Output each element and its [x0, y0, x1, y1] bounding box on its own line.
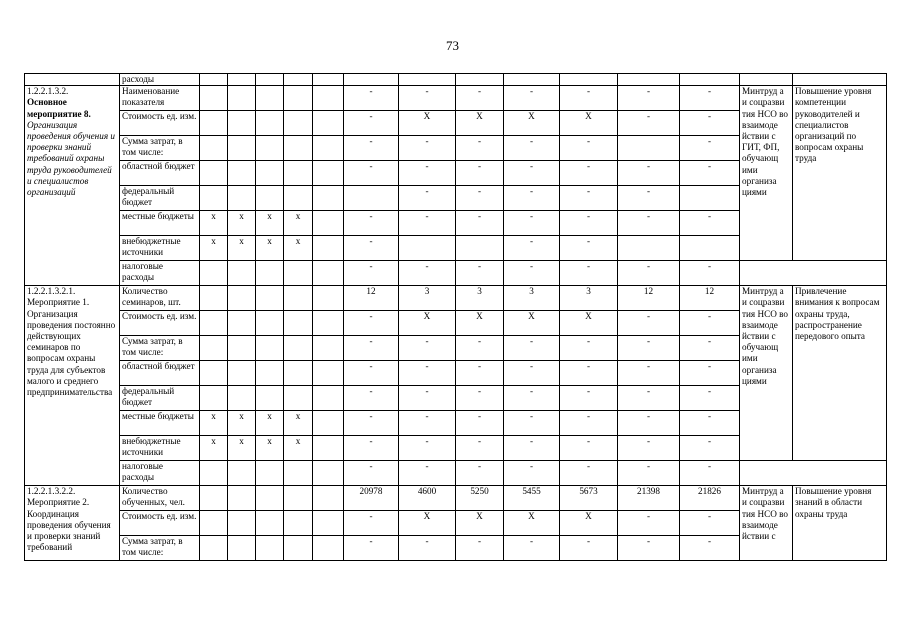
mark-cell — [256, 461, 284, 486]
value-cell: - — [504, 361, 560, 386]
mark-cell — [200, 511, 228, 536]
empty-cell — [313, 336, 344, 361]
value-cell: - — [504, 86, 560, 111]
value-cell: - — [399, 261, 456, 286]
mark-cell — [256, 161, 284, 186]
value-cell: - — [618, 336, 680, 361]
value-cell: 4600 — [399, 486, 456, 511]
value-cell: X — [504, 111, 560, 136]
mark-cell: x — [256, 436, 284, 461]
indicator-label: Сумма затрат, в том числе: — [120, 336, 200, 361]
empty-cell — [740, 74, 793, 86]
mark-cell — [284, 386, 313, 411]
mark-cell: x — [228, 211, 256, 236]
value-cell: X — [504, 511, 560, 536]
value-cell: - — [560, 436, 618, 461]
value-cell: - — [560, 411, 618, 436]
value-cell — [456, 236, 504, 261]
value-cell: - — [344, 536, 399, 561]
value-cell: 5250 — [456, 486, 504, 511]
indicator-label: Количество обученных, чел. — [120, 486, 200, 511]
value-cell — [618, 236, 680, 261]
empty-cell — [313, 361, 344, 386]
empty-cell — [313, 311, 344, 336]
value-cell: - — [344, 511, 399, 536]
empty-cell — [313, 111, 344, 136]
section-code: 1.2.2.1.3.2.2. — [27, 486, 76, 497]
value-cell: - — [399, 386, 456, 411]
mark-cell — [256, 86, 284, 111]
value-cell: - — [504, 386, 560, 411]
mark-cell: x — [284, 236, 313, 261]
value-cell: - — [344, 86, 399, 111]
value-cell: - — [456, 211, 504, 236]
value-cell: - — [399, 536, 456, 561]
mark-cell — [256, 311, 284, 336]
empty-cell — [228, 74, 256, 86]
value-cell: - — [456, 261, 504, 286]
value-cell: - — [456, 86, 504, 111]
value-cell: - — [456, 361, 504, 386]
section-cell-empty — [25, 74, 120, 86]
mark-cell: x — [284, 211, 313, 236]
mark-cell — [284, 111, 313, 136]
mark-cell — [228, 136, 256, 161]
value-cell — [344, 186, 399, 211]
value-cell: - — [456, 386, 504, 411]
indicator-label: областной бюджет — [120, 361, 200, 386]
value-cell: - — [344, 236, 399, 261]
executor-cell: Минтруд а и соцразви тия НСО во взаимоде йствии с — [740, 486, 793, 561]
value-cell: - — [504, 136, 560, 161]
value-cell: - — [618, 461, 680, 486]
result-cell: Повышение уровня знаний в области охраны труда — [793, 486, 887, 561]
value-cell: 12 — [344, 286, 399, 311]
mark-cell — [256, 136, 284, 161]
mark-cell — [200, 186, 228, 211]
empty-cell — [313, 511, 344, 536]
result-cell: Повышение уровня компетенции руководителей и специалистов организаций по вопросам охраны труда — [793, 86, 887, 261]
section-title-cell — [25, 86, 120, 286]
value-cell: - — [504, 236, 560, 261]
value-cell: - — [680, 136, 740, 161]
value-cell: - — [399, 186, 456, 211]
value-cell: - — [560, 236, 618, 261]
empty-cell — [560, 74, 618, 86]
value-cell: - — [618, 411, 680, 436]
indicator-label: федеральный бюджет — [120, 386, 200, 411]
mark-cell — [284, 136, 313, 161]
empty-cell — [680, 74, 740, 86]
value-cell: - — [680, 436, 740, 461]
value-cell: - — [456, 336, 504, 361]
value-cell: - — [560, 336, 618, 361]
value-cell: X — [560, 311, 618, 336]
value-cell: - — [399, 136, 456, 161]
value-cell: - — [680, 161, 740, 186]
executor-cell: Минтруд а и соцразви тия НСО во взаимоде йствии с обучающ ими организа циями — [740, 286, 793, 461]
mark-cell — [200, 536, 228, 561]
value-cell: - — [560, 361, 618, 386]
value-cell: - — [618, 311, 680, 336]
empty-cell — [313, 386, 344, 411]
value-cell: 5673 — [560, 486, 618, 511]
value-cell: - — [504, 411, 560, 436]
value-cell: - — [680, 461, 740, 486]
value-cell: - — [344, 361, 399, 386]
value-cell: X — [560, 511, 618, 536]
indicator-label: Стоимость ед. изм. — [120, 511, 200, 536]
value-cell: - — [399, 361, 456, 386]
value-cell — [680, 236, 740, 261]
mark-cell: x — [200, 211, 228, 236]
value-cell: 12 — [680, 286, 740, 311]
value-cell: 21398 — [618, 486, 680, 511]
value-cell: - — [504, 436, 560, 461]
empty-cell — [313, 74, 344, 86]
value-cell: - — [560, 186, 618, 211]
value-cell: - — [344, 436, 399, 461]
mark-cell — [256, 486, 284, 511]
value-cell: - — [344, 386, 399, 411]
mark-cell: x — [228, 411, 256, 436]
value-cell: - — [618, 361, 680, 386]
indicator-label: местные бюджеты — [120, 411, 200, 436]
mark-cell — [284, 261, 313, 286]
value-cell: - — [399, 211, 456, 236]
value-cell: X — [504, 311, 560, 336]
mark-cell — [256, 336, 284, 361]
value-cell: - — [344, 336, 399, 361]
value-cell: - — [399, 411, 456, 436]
mark-cell — [200, 261, 228, 286]
value-cell: - — [680, 336, 740, 361]
empty-cell — [313, 461, 344, 486]
empty-cell — [313, 486, 344, 511]
mark-cell: x — [284, 411, 313, 436]
value-cell: - — [344, 261, 399, 286]
value-cell: - — [680, 311, 740, 336]
mark-cell — [284, 311, 313, 336]
mark-cell — [284, 536, 313, 561]
mark-cell — [200, 136, 228, 161]
page-number: 73 — [446, 38, 459, 53]
mark-cell — [200, 361, 228, 386]
value-cell: - — [456, 536, 504, 561]
mark-cell: x — [256, 236, 284, 261]
value-cell: 5455 — [504, 486, 560, 511]
mark-cell: x — [284, 436, 313, 461]
value-cell: - — [504, 261, 560, 286]
value-cell: - — [618, 86, 680, 111]
value-cell: - — [504, 536, 560, 561]
value-cell: - — [560, 261, 618, 286]
indicator-label: федеральный бюджет — [120, 186, 200, 211]
mark-cell: x — [200, 411, 228, 436]
table-row — [25, 286, 887, 311]
value-cell: X — [456, 111, 504, 136]
value-cell: 21826 — [680, 486, 740, 511]
mark-cell — [284, 461, 313, 486]
value-cell: 3 — [399, 286, 456, 311]
mark-cell — [228, 286, 256, 311]
mark-cell — [228, 511, 256, 536]
table-row — [25, 261, 887, 286]
empty-cell — [344, 74, 399, 86]
value-cell: X — [560, 111, 618, 136]
value-cell: - — [504, 211, 560, 236]
value-cell: X — [399, 511, 456, 536]
measures-table-body — [25, 74, 887, 561]
mark-cell — [200, 286, 228, 311]
mark-cell — [228, 111, 256, 136]
mark-cell — [200, 311, 228, 336]
mark-cell — [284, 86, 313, 111]
value-cell: - — [618, 111, 680, 136]
empty-cell — [313, 436, 344, 461]
value-cell: - — [680, 86, 740, 111]
indicator-label: Количество семинаров, шт. — [120, 286, 200, 311]
empty-cell — [740, 461, 887, 486]
mark-cell — [200, 161, 228, 186]
section-title-cell — [25, 486, 120, 561]
mark-cell — [228, 336, 256, 361]
value-cell: - — [504, 161, 560, 186]
indicator-label: расходы — [120, 74, 200, 86]
mark-cell — [256, 386, 284, 411]
mark-cell — [256, 111, 284, 136]
mark-cell — [228, 386, 256, 411]
value-cell: - — [560, 161, 618, 186]
empty-cell — [740, 261, 887, 286]
empty-cell — [313, 186, 344, 211]
empty-cell — [399, 74, 456, 86]
value-cell: - — [618, 386, 680, 411]
value-cell — [618, 136, 680, 161]
value-cell: - — [456, 186, 504, 211]
mark-cell: x — [228, 436, 256, 461]
mark-cell — [200, 386, 228, 411]
value-cell: - — [344, 311, 399, 336]
mark-cell — [284, 361, 313, 386]
mark-cell — [200, 111, 228, 136]
mark-cell — [228, 261, 256, 286]
value-cell: - — [618, 211, 680, 236]
mark-cell — [284, 186, 313, 211]
indicator-label: налоговые расходы — [120, 461, 200, 486]
empty-cell — [793, 74, 887, 86]
mark-cell — [284, 161, 313, 186]
value-cell: - — [618, 161, 680, 186]
mark-cell — [200, 86, 228, 111]
mark-cell — [228, 186, 256, 211]
section-title-bold: Основное мероприятие 8. — [27, 97, 91, 119]
empty-cell — [313, 236, 344, 261]
empty-cell — [456, 74, 504, 86]
value-cell: - — [399, 336, 456, 361]
value-cell: - — [344, 461, 399, 486]
value-cell: 12 — [618, 286, 680, 311]
empty-cell — [313, 286, 344, 311]
value-cell: - — [399, 86, 456, 111]
empty-cell — [313, 136, 344, 161]
value-cell: - — [618, 186, 680, 211]
indicator-label: Наименование показателя — [120, 86, 200, 111]
mark-cell — [200, 461, 228, 486]
value-cell: - — [618, 536, 680, 561]
value-cell: - — [618, 261, 680, 286]
indicator-label: областной бюджет — [120, 161, 200, 186]
value-cell: - — [680, 361, 740, 386]
mark-cell — [228, 361, 256, 386]
mark-cell — [228, 311, 256, 336]
empty-cell — [200, 74, 228, 86]
value-cell: - — [680, 511, 740, 536]
value-cell: - — [680, 211, 740, 236]
mark-cell — [284, 336, 313, 361]
indicator-label: Сумма затрат, в том числе: — [120, 536, 200, 561]
value-cell: X — [456, 511, 504, 536]
value-cell — [680, 186, 740, 211]
section-title-cell — [25, 286, 120, 486]
value-cell: 3 — [504, 286, 560, 311]
value-cell: - — [560, 461, 618, 486]
value-cell: - — [560, 536, 618, 561]
section-title-italic: Организация проведения обучения и проверки знаний требований охраны труда руководителей и специалистов организаций — [27, 119, 115, 198]
table-row — [25, 74, 887, 86]
value-cell: - — [344, 411, 399, 436]
value-cell: - — [680, 386, 740, 411]
mark-cell — [256, 361, 284, 386]
mark-cell — [256, 261, 284, 286]
value-cell: - — [560, 136, 618, 161]
value-cell: - — [456, 461, 504, 486]
value-cell: - — [399, 161, 456, 186]
empty-cell — [313, 211, 344, 236]
value-cell: X — [399, 111, 456, 136]
value-cell: 3 — [560, 286, 618, 311]
value-cell: - — [456, 436, 504, 461]
empty-cell — [313, 86, 344, 111]
value-cell: X — [399, 311, 456, 336]
empty-cell — [256, 74, 284, 86]
executor-cell: Минтруд а и соцразви тия НСО во взаимоде йствии с ГИТ, ФП, обучающ ими организа циями — [740, 86, 793, 261]
mark-cell — [228, 86, 256, 111]
value-cell: - — [680, 261, 740, 286]
indicator-label: налоговые расходы — [120, 261, 200, 286]
value-cell: - — [344, 136, 399, 161]
value-cell: - — [344, 111, 399, 136]
mark-cell — [284, 511, 313, 536]
value-cell: - — [456, 161, 504, 186]
value-cell: - — [504, 461, 560, 486]
table-row — [25, 486, 887, 511]
section-code: 1.2.2.1.3.2.1. — [27, 286, 76, 297]
indicator-label: Стоимость ед. изм. — [120, 311, 200, 336]
mark-cell — [228, 536, 256, 561]
value-cell: X — [456, 311, 504, 336]
value-cell: - — [504, 186, 560, 211]
indicator-label: Сумма затрат, в том числе: — [120, 136, 200, 161]
indicator-label: внебюджетные источники — [120, 236, 200, 261]
value-cell: - — [618, 436, 680, 461]
indicator-label: внебюджетные источники — [120, 436, 200, 461]
section-title: Мероприятие 2. Координация проведения обучения и проверки знаний требований — [27, 497, 111, 553]
mark-cell — [256, 186, 284, 211]
table-row — [25, 461, 887, 486]
value-cell: - — [680, 411, 740, 436]
value-cell: - — [399, 436, 456, 461]
measures-table — [24, 73, 887, 561]
value-cell: - — [680, 536, 740, 561]
empty-cell — [313, 261, 344, 286]
mark-cell: x — [256, 211, 284, 236]
value-cell: - — [504, 336, 560, 361]
value-cell: - — [680, 111, 740, 136]
mark-cell — [200, 336, 228, 361]
empty-cell — [284, 74, 313, 86]
value-cell: - — [344, 211, 399, 236]
indicator-label: Стоимость ед. изм. — [120, 111, 200, 136]
value-cell: - — [399, 461, 456, 486]
value-cell: 3 — [456, 286, 504, 311]
value-cell: - — [344, 161, 399, 186]
mark-cell — [228, 486, 256, 511]
value-cell: - — [560, 86, 618, 111]
mark-cell: x — [200, 236, 228, 261]
mark-cell: x — [228, 236, 256, 261]
value-cell: - — [560, 386, 618, 411]
value-cell: 20978 — [344, 486, 399, 511]
value-cell: - — [618, 511, 680, 536]
mark-cell: x — [256, 411, 284, 436]
mark-cell — [200, 486, 228, 511]
mark-cell: x — [200, 436, 228, 461]
empty-cell — [313, 536, 344, 561]
empty-cell — [618, 74, 680, 86]
mark-cell — [256, 536, 284, 561]
table-row — [25, 86, 887, 111]
value-cell — [399, 236, 456, 261]
mark-cell — [256, 511, 284, 536]
section-title: Мероприятие 1. Организация проведения постоянно действующих семинаров по вопросам охраны труда для субъектов малого и среднего предпринимательства — [27, 297, 116, 398]
value-cell: - — [456, 411, 504, 436]
mark-cell — [284, 286, 313, 311]
result-cell: Привлечение внимания к вопросам охраны труда, распространение передового опыта — [793, 286, 887, 461]
value-cell: - — [456, 136, 504, 161]
section-code: 1.2.2.1.3.2. — [27, 86, 69, 97]
mark-cell — [228, 161, 256, 186]
empty-cell — [313, 161, 344, 186]
empty-cell — [504, 74, 560, 86]
mark-cell — [228, 461, 256, 486]
empty-cell — [313, 411, 344, 436]
value-cell: - — [560, 211, 618, 236]
indicator-label: местные бюджеты — [120, 211, 200, 236]
mark-cell — [256, 286, 284, 311]
mark-cell — [284, 486, 313, 511]
